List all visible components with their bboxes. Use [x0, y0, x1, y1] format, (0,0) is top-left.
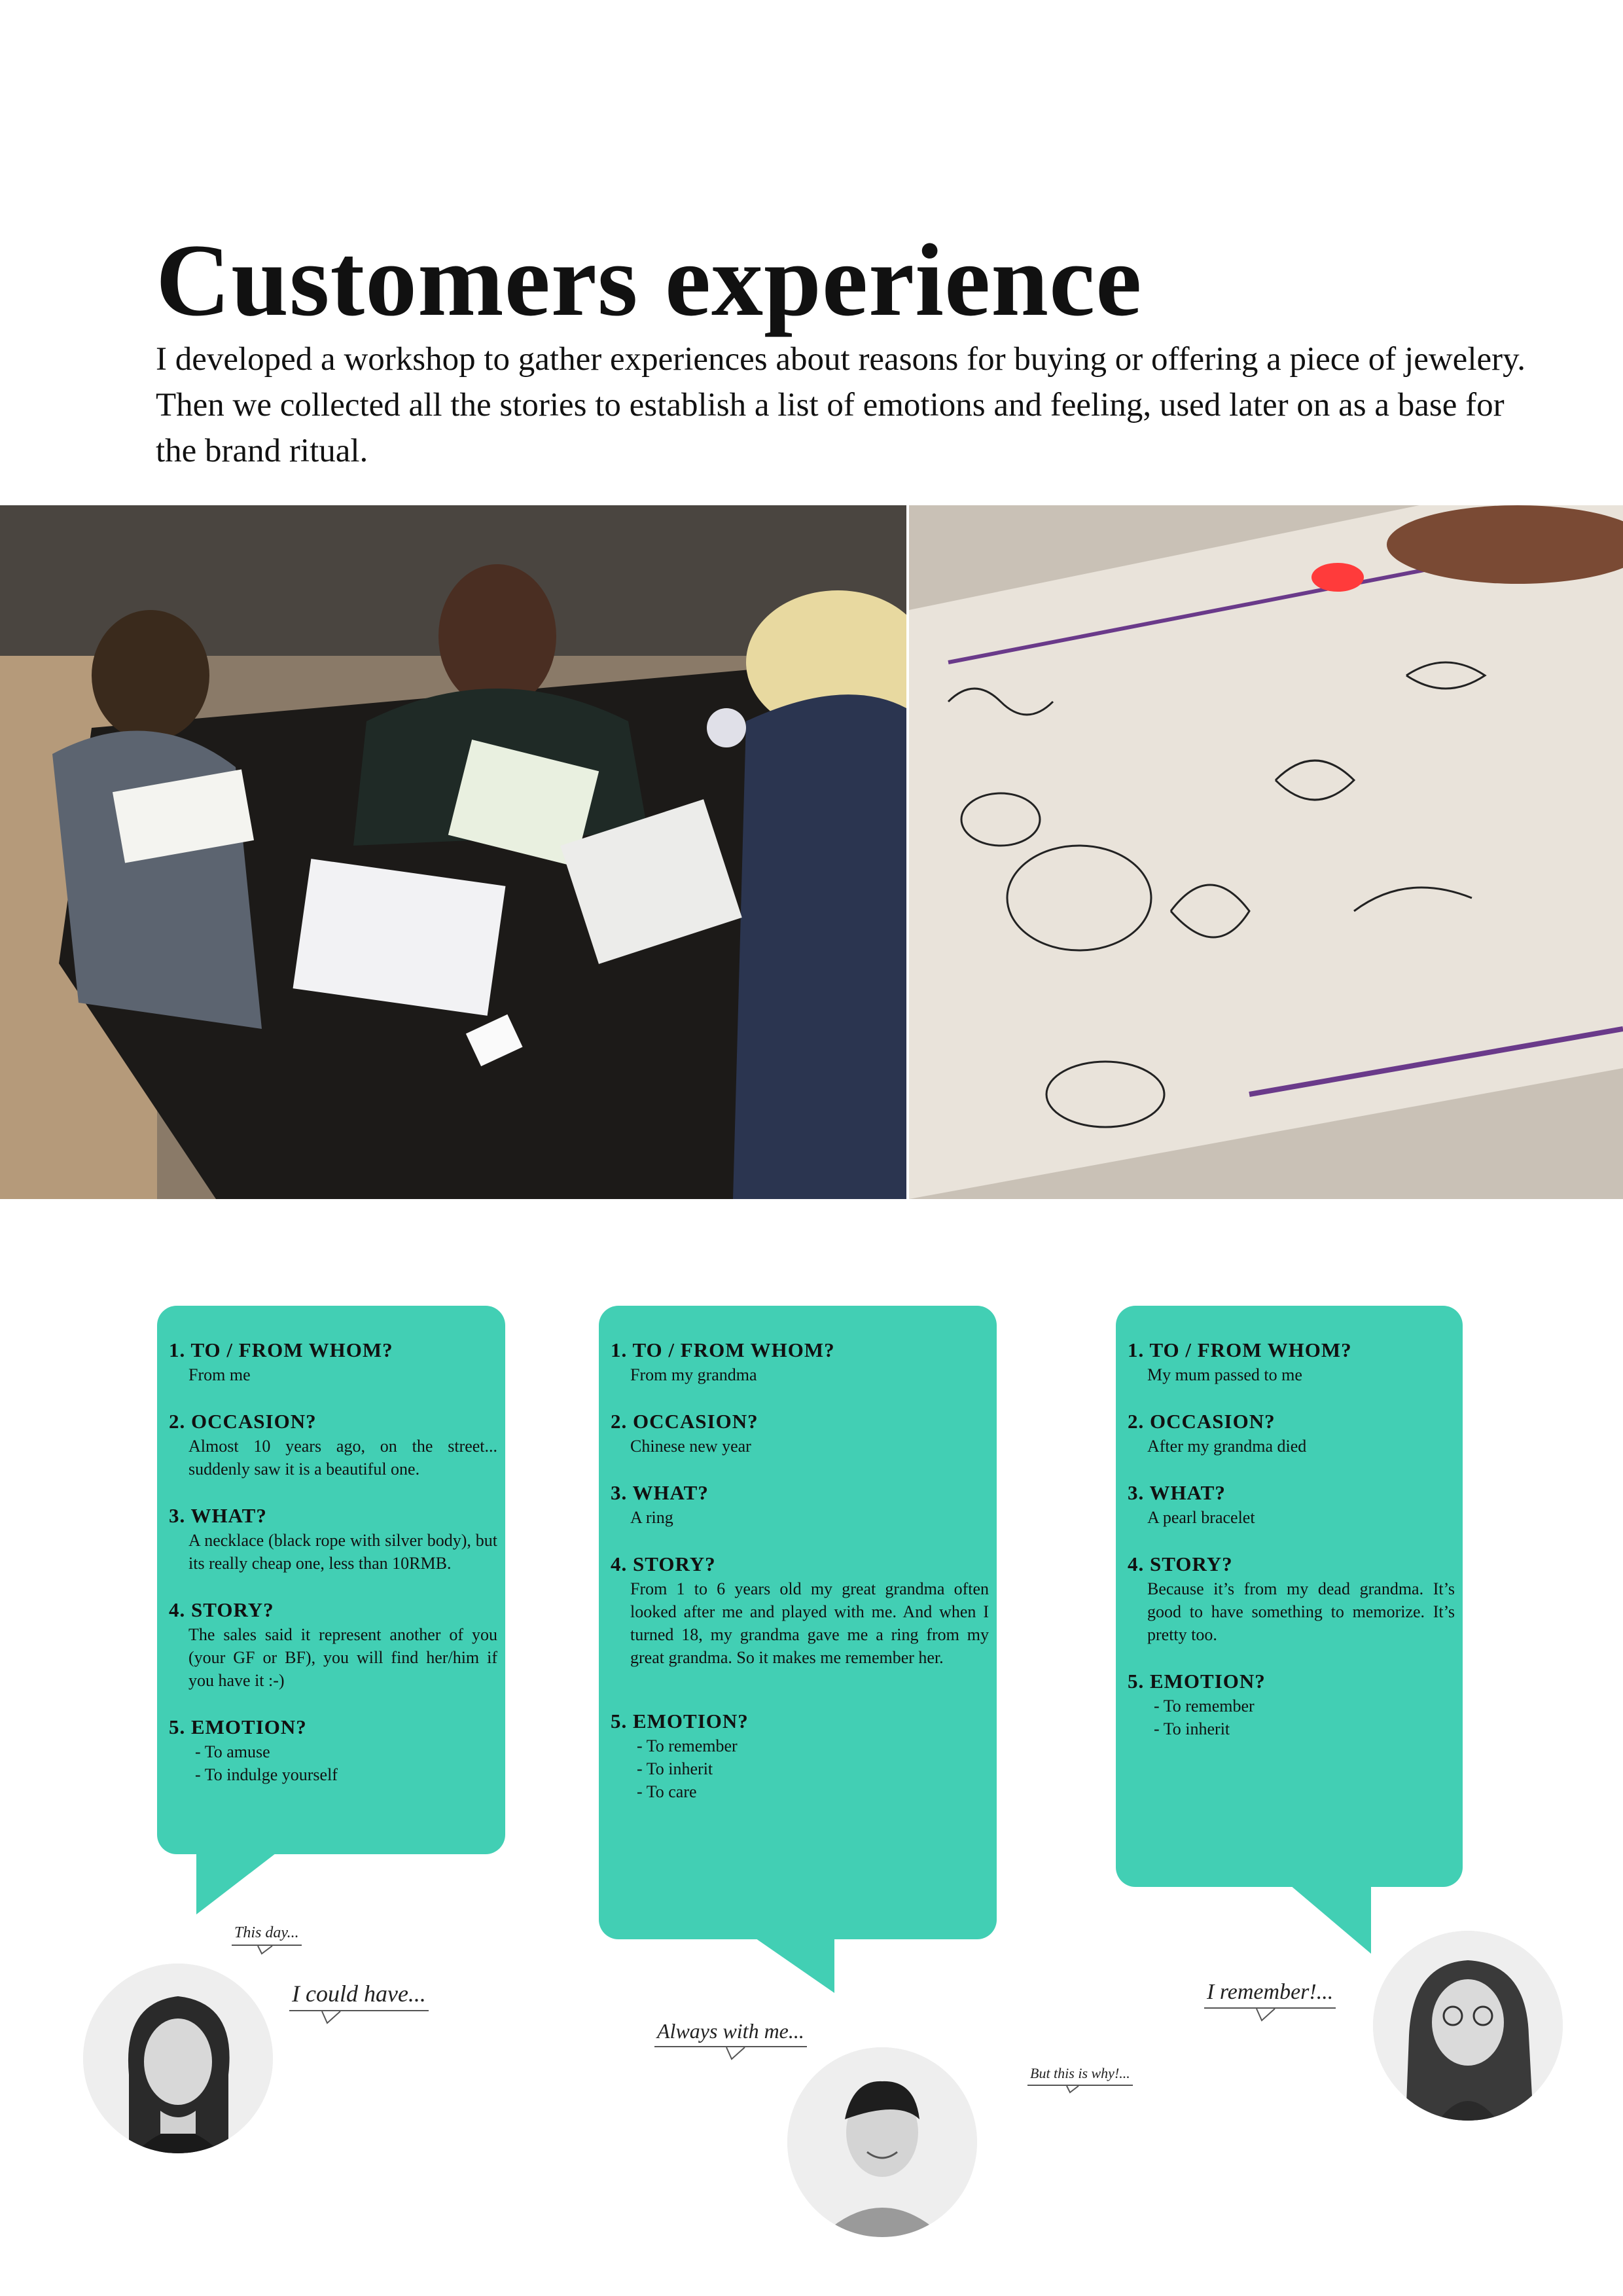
- question-label: 5. EMOTION?: [1128, 1670, 1266, 1693]
- question-label: 2. OCCASION?: [1128, 1410, 1275, 1433]
- story-card-1: [157, 1306, 505, 1854]
- answer-text: Because it’s from my dead grandma. It’s good to have something to memorize. It’s pretty too.: [1147, 1579, 1455, 1644]
- question-label: 1. TO / FROM WHOM?: [611, 1338, 835, 1361]
- question-label: 5. EMOTION?: [611, 1710, 749, 1732]
- question-label: 4. STORY?: [1128, 1552, 1233, 1575]
- workshop-photo-icon: [0, 505, 906, 1199]
- bubble-text: But this is why!...: [1027, 2065, 1133, 2086]
- bubble-tail-icon: [1067, 2086, 1080, 2094]
- emotion-item: - To inherit: [637, 1757, 989, 1780]
- answer-text: From 1 to 6 years old my great grandma often looked after me and played with me. And when I turned 18, my grandma gave me a ring from my great grandma. So it makes me remember her.: [630, 1579, 989, 1667]
- answer-text: After my grandma died: [1147, 1437, 1307, 1456]
- question-label: 3. WHAT?: [611, 1481, 709, 1504]
- bubble-text: Always with me...: [654, 2019, 807, 2047]
- answer-text: A ring: [630, 1508, 673, 1527]
- speech-tail: [1286, 1882, 1371, 1954]
- question-label: 4. STORY?: [611, 1552, 716, 1575]
- answer-text: From me: [188, 1365, 251, 1384]
- answer-text: From my grandma: [630, 1365, 757, 1384]
- emotion-list: [611, 1734, 989, 1803]
- speech-bubble-but-this-is-why: [1027, 2065, 1133, 2086]
- question-label: 2. OCCASION?: [169, 1410, 317, 1433]
- answer-text: The sales said it represent another of you (your GF or BF), you will find her/him if you have it :-): [188, 1625, 497, 1690]
- question-label: 3. WHAT?: [169, 1504, 267, 1527]
- speech-bubble-always-with-me: [654, 2019, 807, 2047]
- speech-tail: [749, 1934, 834, 1993]
- person-icon: [787, 2047, 977, 2237]
- answer-text: Almost 10 years ago, on the street... suddenly saw it is a beautiful one.: [188, 1437, 497, 1479]
- question-label: 1. TO / FROM WHOM?: [1128, 1338, 1352, 1361]
- speech-tail: [196, 1849, 281, 1914]
- bubble-tail-icon: [258, 1946, 274, 1955]
- answer-text: My mum passed to me: [1147, 1365, 1302, 1384]
- emotion-item: - To inherit: [1154, 1717, 1455, 1740]
- avatar-woman-glasses: [1373, 1931, 1563, 2121]
- intro-paragraph: I developed a workshop to gather experiences about reasons for buying or offering a piece of jewelery. Then we collected all the stories to establish a list of emotions and feeling, used later on as a base for the brand ritual.: [156, 341, 1526, 469]
- answer-text: A pearl bracelet: [1147, 1508, 1255, 1527]
- emotion-item: - To care: [637, 1780, 989, 1803]
- emotion-item: - To remember: [1154, 1695, 1455, 1717]
- bubble-tail-icon: [726, 2047, 746, 2060]
- person-icon: [83, 1964, 273, 2153]
- question-label: 2. OCCASION?: [611, 1410, 758, 1433]
- speech-bubble-i-remember: [1204, 1980, 1336, 2009]
- workshop-photo: [0, 505, 906, 1199]
- answer-text: A necklace (black rope with silver body), but its really cheap one, less than 10RMB.: [188, 1531, 497, 1573]
- bubble-tail-icon: [1257, 2009, 1276, 2022]
- answer-text: Chinese new year: [630, 1437, 751, 1456]
- sketch-photo: [909, 505, 1623, 1199]
- question-label: 1. TO / FROM WHOM?: [169, 1338, 393, 1361]
- bubble-text: I could have...: [289, 1980, 429, 2011]
- bubble-text: This day...: [232, 1924, 302, 1946]
- emotion-item: - To indulge yourself: [195, 1763, 497, 1786]
- question-label: 3. WHAT?: [1128, 1481, 1226, 1504]
- story-card-2: [599, 1306, 997, 1939]
- emotion-item: - To remember: [637, 1734, 989, 1757]
- story-card-3: [1116, 1306, 1463, 1887]
- avatar-young-man: [787, 2047, 977, 2237]
- person-icon: [1373, 1931, 1563, 2121]
- emotion-item: - To amuse: [195, 1740, 497, 1763]
- bubble-text: I remember!...: [1204, 1980, 1336, 2009]
- emotion-list: [169, 1740, 497, 1786]
- bubble-tail-icon: [322, 2011, 342, 2024]
- avatar-woman-dark-hair: [83, 1964, 273, 2153]
- page-title: Customers experience: [156, 223, 1143, 338]
- question-label: 5. EMOTION?: [169, 1715, 307, 1738]
- emotion-list: [1128, 1695, 1455, 1740]
- question-label: 4. STORY?: [169, 1598, 274, 1621]
- speech-bubble-could-have: [289, 1980, 429, 2011]
- sketch-photo-icon: [909, 505, 1623, 1199]
- speech-bubble-this-day: [232, 1924, 302, 1946]
